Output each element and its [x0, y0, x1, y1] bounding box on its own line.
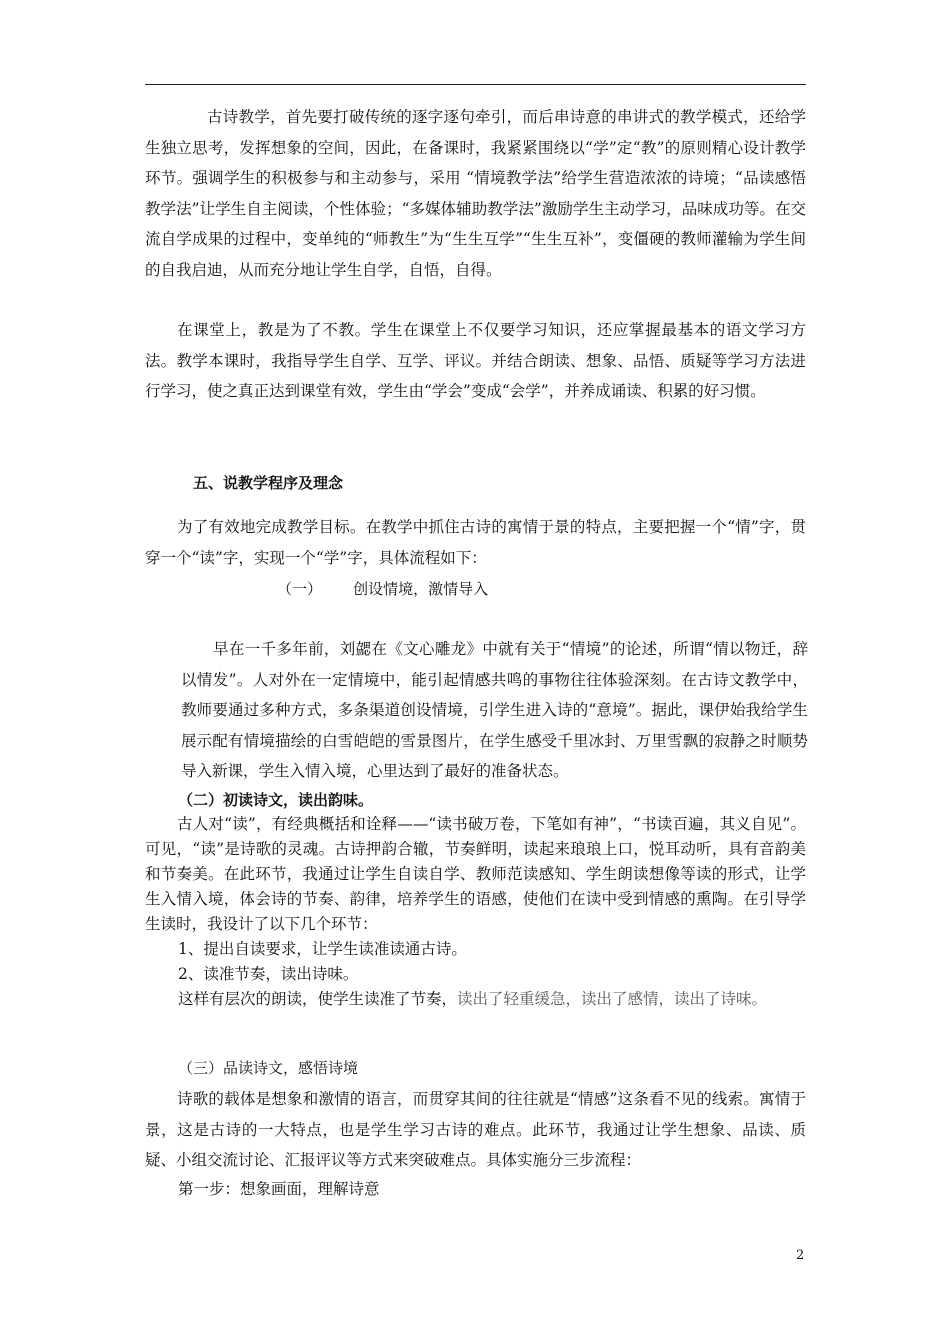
paragraph-6-part-a: 这样有层次的朗读，使学生读准了节奏，: [178, 990, 458, 1008]
paragraph-7: 诗歌的载体是想象和激情的语言，而贯穿其间的往往就是“情感”这条看不见的线索。寓情于景，这是古诗的一大特点，也是学生学习古诗的难点。此环节，我通过让学生想象、品读、质疑、小组交流讨论、汇报评议等方式来突破难点。具体实施分三步流程：: [145, 1090, 806, 1169]
paragraph-1: 古诗教学，首先要打破传统的逐字逐句牵引，而后串诗意的串讲式的教学模式，还给学生独立思考，发挥想象的空间，因此，在备课时，我紧紧围绕以“学”定“教”的原则精心设计教学环节。强调学生的积极参与和主动参与，采用 “情境教学法”给学生营造浓浓的诗境；“品读感悟教学法”让学生自主阅读，个性体验；“多媒体辅助教学法”激励学生主动学习，品味成功等。在交流自学成果的过程中，变单纯的“师教生”为“生生互学”“生生互补”，变僵硬的教师灌输为学生间的自我启迪，从而充分地让学生自学，自悟，自得。: [145, 108, 806, 279]
paragraph-3: 为了有效地完成教学目标。在教学中抓住古诗的寓情于景的特点，主要把握一个“情”字，贯穿一个“读”字，实现一个“学”字，具体流程如下：: [145, 518, 806, 567]
list-item-2: 2、读准节奏，读出诗味。: [178, 965, 359, 983]
step-1-label: 创设情境，激情导入: [353, 580, 489, 598]
paragraph-2: 在课堂上，教是为了不教。学生在课堂上不仅要学习知识，还应掌握最基本的语文学习方法。教学本课时，我指导学生自学、互学、评议。并结合朗读、想象、品悟、质疑等学习方法进行学习，使之真正达到课堂有效，学生由“学会”变成“会学”，并养成诵读、积累的好习惯。: [145, 321, 806, 400]
list-item-1: 1、提出自读要求，让学生读准读通古诗。: [178, 940, 467, 958]
step-a-heading: 第一步：想象画面，理解诗意: [178, 1180, 380, 1198]
step-1-number: （一）: [277, 580, 323, 598]
step-2-heading: （二）初读诗文，读出韵味。: [178, 791, 374, 809]
page-number: 2: [796, 1248, 805, 1263]
section-5-heading: 五、说教学程序及理念: [193, 474, 344, 492]
paragraph-6: [178, 987, 767, 1009]
paragraph-5: 古人对“读”，有经典概括和诠释——“读书破万卷，下笔如有神”，“书读百遍，其义自见”。可见，“读”是诗歌的灵魂。古诗押韵合辙，节奏鲜明，读起来琅琅上口，悦耳动听，具有音韵美和节奏美。在此环节，我通过让学生自读自学、教师范读感知、学生朗读想像等读的形式，让学生入情入境，体会诗的节奏、韵律，培养学生的语感，使他们在读中受到情感的熏陶。在引导学生读时，我设计了以下几个环节：: [145, 815, 806, 933]
paragraph-6-part-b: 读出了轻重缓急，读出了感情，读出了诗味。: [457, 990, 768, 1008]
paragraph-4: 早在一千多年前，刘勰在《文心雕龙》中就有关于“情境”的论述，所谓“情以物迁，辞以情发”。人对外在一定情境中，能引起情感共鸣的事物往往体验深刻。在古诗文教学中，教师要通过多种方式，多条渠道创设情境，引学生进入诗的“意境”。据此，课伊始我给学生展示配有情境描绘的白雪皑皑的雪景图片，在学生感受千里冰封、万里雪飘的寂静之时顺势导入新课，学生入情入境，心里达到了最好的准备状态。: [181, 640, 808, 780]
step-3-heading: （三）品读诗文，感悟诗境: [178, 1059, 359, 1077]
header-rule: [145, 84, 806, 85]
step-1-title: [277, 578, 488, 599]
